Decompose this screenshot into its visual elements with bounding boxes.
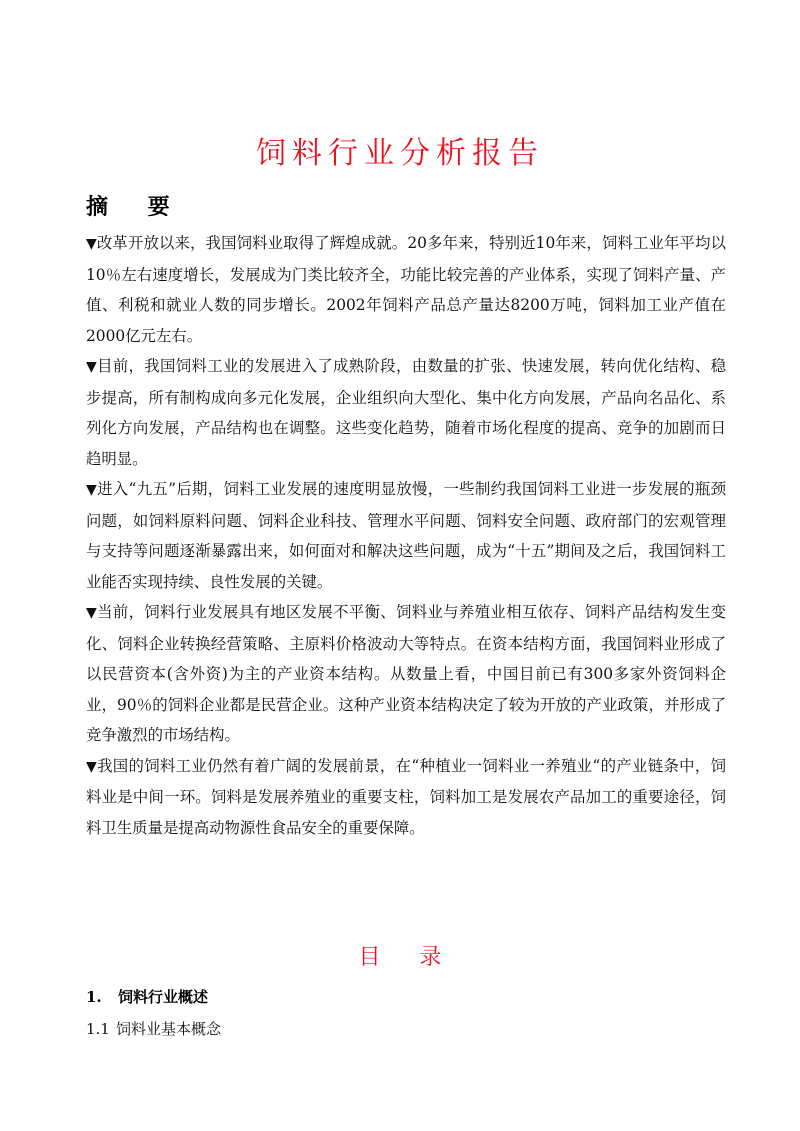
paragraph-text: 当前，饲料行业发展具有地区发展不平衡、饲料业与养殖业相互依存、饲料产品结构发生变化、饲料企业转换经营策略、主原料价格波动大等特点。在资本结构方面，我国饲料业形成了以民营资本(含外资)为主的产业资本结构。从数量上看，中国目前已有300多家外资饲料企业，90％的饲料企业都是民营企业。这种产业资本结构决定了较为开放的产业政策，并形成了竞争激烈的市场结构。 [86, 603, 726, 744]
abstract-paragraph [86, 474, 726, 597]
document-title: 饲料行业分析报告 [256, 136, 544, 171]
toc-item[interactable] [86, 986, 208, 1007]
abstract-paragraph [86, 351, 726, 474]
abstract-paragraph [86, 597, 726, 751]
bullet-triangle-icon: ▼ [86, 359, 98, 375]
toc-item-number: 1.1 [86, 1020, 110, 1038]
bullet-triangle-icon: ▼ [86, 758, 98, 775]
bullet-triangle-icon: ▼ [86, 236, 97, 252]
bullet-triangle-icon: ▼ [86, 482, 98, 498]
toc-item-number: 1. [86, 988, 102, 1006]
paragraph-text: 改革开放以来，我国饲料业取得了辉煌成就。20多年来，特别近10年来，饲料工业年平均以10％左右速度增长，发展成为门类比较齐全，功能比较完善的产业体系，实现了饲料产量、产值、利税和就业人数的同步增长。2002年饲料产品总产量达8200万吨，饲料加工业产值在2000亿元左右。 [86, 234, 726, 345]
toc-item-label: 饲料行业概述 [118, 988, 209, 1006]
abstract-paragraph [86, 228, 726, 351]
toc-item-label: 饲料业基本概念 [116, 1020, 222, 1038]
abstract-paragraph [86, 751, 726, 844]
abstract-heading: 摘 要 [86, 194, 186, 220]
paragraph-text: 我国的饲料工业仍然有着广阔的发展前景，在“种植业一饲料业一养殖业“的产业链条中，饲料业是中间一环。饲料是发展养殖业的重要支柱，饲料加工是发展农产品加工的重要途径，饲料卫生质量是提高动物源性食品安全的重要保障。 [86, 756, 726, 837]
toc-heading: 目 录 [358, 945, 458, 970]
paragraph-text: 目前，我国饲料工业的发展进入了成熟阶段，由数量的扩张、快速发展，转向优化结构、稳步提高，所有制构成向多元化发展，企业组织向大型化、集中化方向发展，产品向名品化、系列化方向发展，产品结构也在调整。这些变化趋势，随着市场化程度的提高、竞争的加剧而日趋明显。 [86, 357, 726, 468]
paragraph-text: 进入“九五”后期，饲料工业发展的速度明显放慢，一些制约我国饲料工业进一步发展的瓶颈问题，如饲料原料问题、饲料企业科技、管理水平问题、饲料安全问题、政府部门的宏观管理与支持等问题逐渐暴露出来，如何面对和解决这些问题，成为“十五”期间及之后，我国饲料工业能否实现持续、良性发展的关键。 [86, 480, 726, 591]
abstract-body [86, 228, 726, 843]
bullet-triangle-icon: ▼ [86, 605, 98, 621]
toc-subitem[interactable] [86, 1018, 221, 1039]
